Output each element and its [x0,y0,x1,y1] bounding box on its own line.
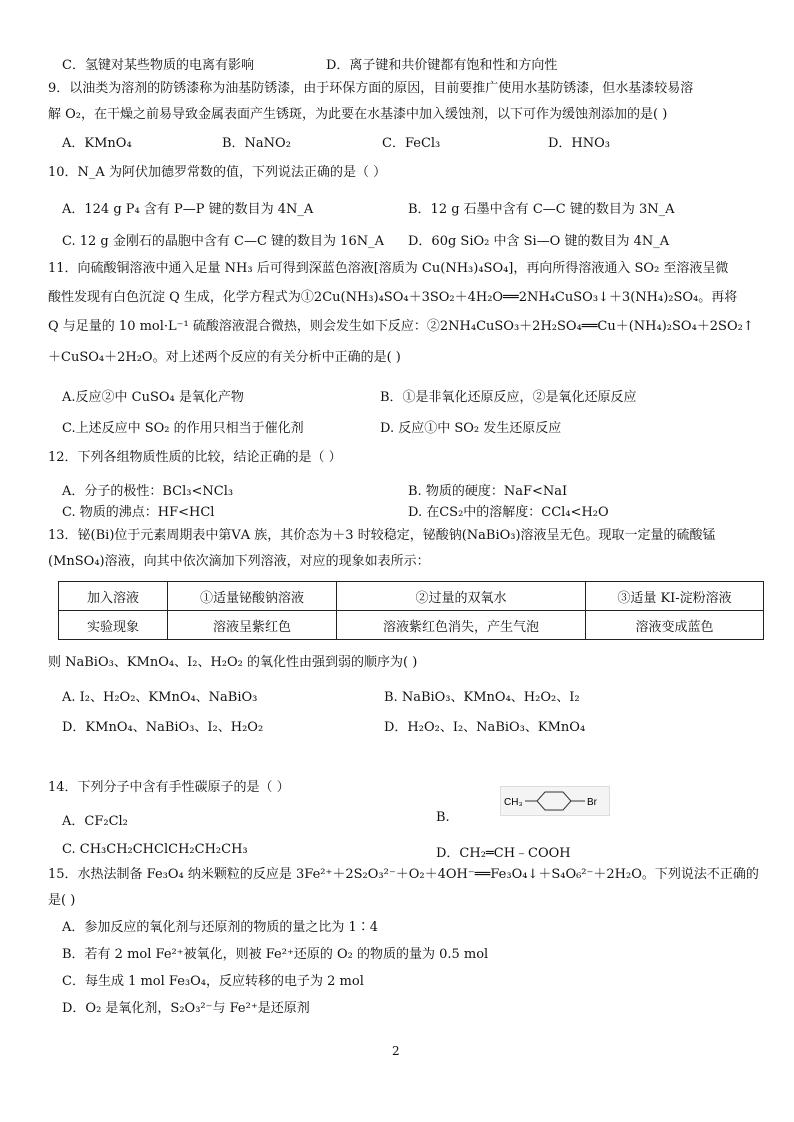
q13-question: 则 NaBiO₃、KMnO₄、I₂、H₂O₂ 的氧化性由强到弱的顺序为( ) [48,655,418,670]
q12-options-row1 [62,480,762,498]
table-cell: 溶液紫红色消失，产生气泡 [337,611,586,640]
q10-stem: 10．N_A 为阿伏加德罗常数的值，下列说法正确的是（ ） [48,165,387,180]
q13-options-row1 [62,686,762,704]
table-cell: 溶液变成蓝色 [586,611,764,640]
table-cell: ②过量的双氧水 [337,582,586,611]
q12-option-d: D. 在CS₂中的溶解度：CCl₄<H₂O [408,505,609,520]
q11-option-c: C.上述反应中 SO₂ 的作用只相当于催化剂 [62,421,304,436]
q11-stem-line4: ＋CuSO₄＋2H₂O。对上述两个反应的有关分析中正确的是( ) [48,350,401,365]
q9-options-row [62,132,762,150]
q13-option-a: A. I₂、H₂O₂、KMnO₄、NaBiO₃ [62,690,258,705]
table-cell: 加入溶液 [59,582,168,611]
q10-option-c: C. 12 g 金刚石的晶胞中含有 C—C 键的数目为 16N_A [62,234,384,249]
q10-options-row1 [62,198,762,216]
q14-option-d: D．CH₂═CH﹣COOH [436,846,571,861]
q15-stem-line2: 是( ) [48,893,76,908]
q10-option-b: B．12 g 石墨中含有 C—C 键的数目为 3N_A [408,202,675,217]
q11-option-a: A.反应②中 CuSO₄ 是氧化产物 [62,390,244,405]
q13-stem-line1: 13．铋(Bi)位于元素周期表中第ⅤA 族，其价态为＋3 时较稳定，铋酸钠(NaBiO₃)溶液呈无色。现取一定量的硫酸锰 [48,528,716,543]
table-row [59,582,764,611]
q8-option-c: C．氢键对某些物质的电离有影响 [62,58,254,73]
table-cell: ③适量 KI-淀粉溶液 [586,582,764,611]
q10-option-d: D．60g SiO₂ 中含 Si—O 键的数目为 4N_A [408,234,670,249]
q8-option-d: D．离子键和共价键都有饱和性和方向性 [326,58,558,73]
q15-stem-line1: 15．水热法制备 Fe₃O₄ 纳米颗粒的反应是 3Fe²⁺＋2S₂O₃²⁻＋O₂＋4OH⁻══Fe₃O₄↓＋S₄O₆²⁻＋2H₂O。下列说法不正确的 [48,867,759,882]
q13-reaction-table [58,581,764,640]
q14-option-c: C. CH₃CH₂CHClCH₂CH₂CH₃ [62,842,248,857]
q11-options-row1 [62,386,762,404]
q12-options-row2 [62,501,762,519]
q15-option-b: B．若有 2 mol Fe²⁺被氧化，则被 Fe²⁺还原的 O₂ 的物质的量为 0.5 mol [62,947,489,962]
q11-option-b: B．①是非氧化还原反应，②是氧化还原反应 [380,390,637,405]
q12-option-c: C. 物质的沸点：HF<HCl [62,505,215,520]
q8-options-row [62,54,762,72]
q12-option-a: A．分子的极性：BCl₃<NCl₃ [62,484,234,499]
table-cell: 实验现象 [59,611,168,640]
q9-stem-line2: 解 O₂，在干燥之前易导致金属表面产生锈斑，为此要在水基漆中加入缓蚀剂，以下可作为缓蚀剂添加的是( ) [48,107,668,122]
br-label: Br [587,797,597,808]
q11-stem-line3: Q 与足量的 10 mol·L⁻¹ 硫酸溶液混合微热，则会发生如下反应：②2NH₄CuSO₃＋2H₂SO₄══Cu＋(NH₄)₂SO₄＋2SO₂↑ [48,319,754,334]
ch3-label: CH₃ [504,797,523,808]
q15-option-d: D．O₂ 是氧化剂，S₂O₃²⁻与 Fe²⁺是还原剂 [62,1001,310,1016]
q11-options-row2 [62,417,762,435]
cyclohexane-structure-icon [501,787,609,815]
q14-options-row2 [62,842,762,860]
q11-stem-line2: 酸性发现有白色沉淀 Q 生成，化学方程式为①2Cu(NH₃)₄SO₄＋3SO₂＋4H₂O══2NH₄CuSO₃↓＋3(NH₄)₂SO₄。再将 [48,290,738,305]
q9-option-a: A．KMnO₄ [62,136,132,151]
q14-option-a: A．CF₂Cl₂ [62,814,128,829]
page-number: 2 [392,1044,400,1058]
q14-options-row1 [62,810,762,828]
q9-option-b: B．NaNO₂ [222,136,291,151]
q15-option-a: A．参加反应的氧化剂与还原剂的物质的量之比为 1∶4 [62,920,379,935]
q14-option-b: B. [436,810,450,825]
q13-option-b: B. NaBiO₃、KMnO₄、H₂O₂、I₂ [384,690,580,705]
q11-option-d: D. 反应①中 SO₂ 发生还原反应 [380,421,562,436]
q14-option-b-structure [500,786,610,816]
q15-option-c: C．每生成 1 mol Fe₃O₄，反应转移的电子为 2 mol [62,974,364,989]
q9-option-d: D．HNO₃ [548,136,611,151]
q9-option-c: C．FeCl₃ [382,136,441,151]
q13-option-d2: D．H₂O₂、I₂、NaBiO₃、KMnO₄ [384,720,586,735]
table-row [59,611,764,640]
q9-stem-line1: 9．以油类为溶剂的防锈漆称为油基防锈漆，由于环保方面的原因，目前要推广使用水基防锈漆，但水基漆较易溶 [48,81,694,96]
q10-option-a: A．124 g P₄ 含有 P—P 键的数目为 4N_A [62,202,314,217]
table-cell: 溶液呈紫红色 [168,611,337,640]
q11-stem-line1: 11．向硫酸铜溶液中通入足量 NH₃ 后可得到深蓝色溶液[溶质为 Cu(NH₃)₄SO₄]，再向所得溶液通入 SO₂ 至溶液呈微 [48,261,729,276]
table-cell: ①适量铋酸钠溶液 [168,582,337,611]
q13-options-row2 [62,716,762,734]
q12-option-b: B. 物质的硬度：NaF<NaI [408,484,568,499]
q10-options-row2 [62,230,762,248]
q13-option-d1: D．KMnO₄、NaBiO₃、I₂、H₂O₂ [62,720,264,735]
q13-stem-line2: (MnSO₄)溶液，向其中依次滴加下列溶液，对应的现象如表所示： [48,554,430,569]
q12-stem: 12．下列各组物质性质的比较，结论正确的是（ ） [48,450,342,465]
q14-stem: 14．下列分子中含有手性碳原子的是（ ） [48,780,290,795]
